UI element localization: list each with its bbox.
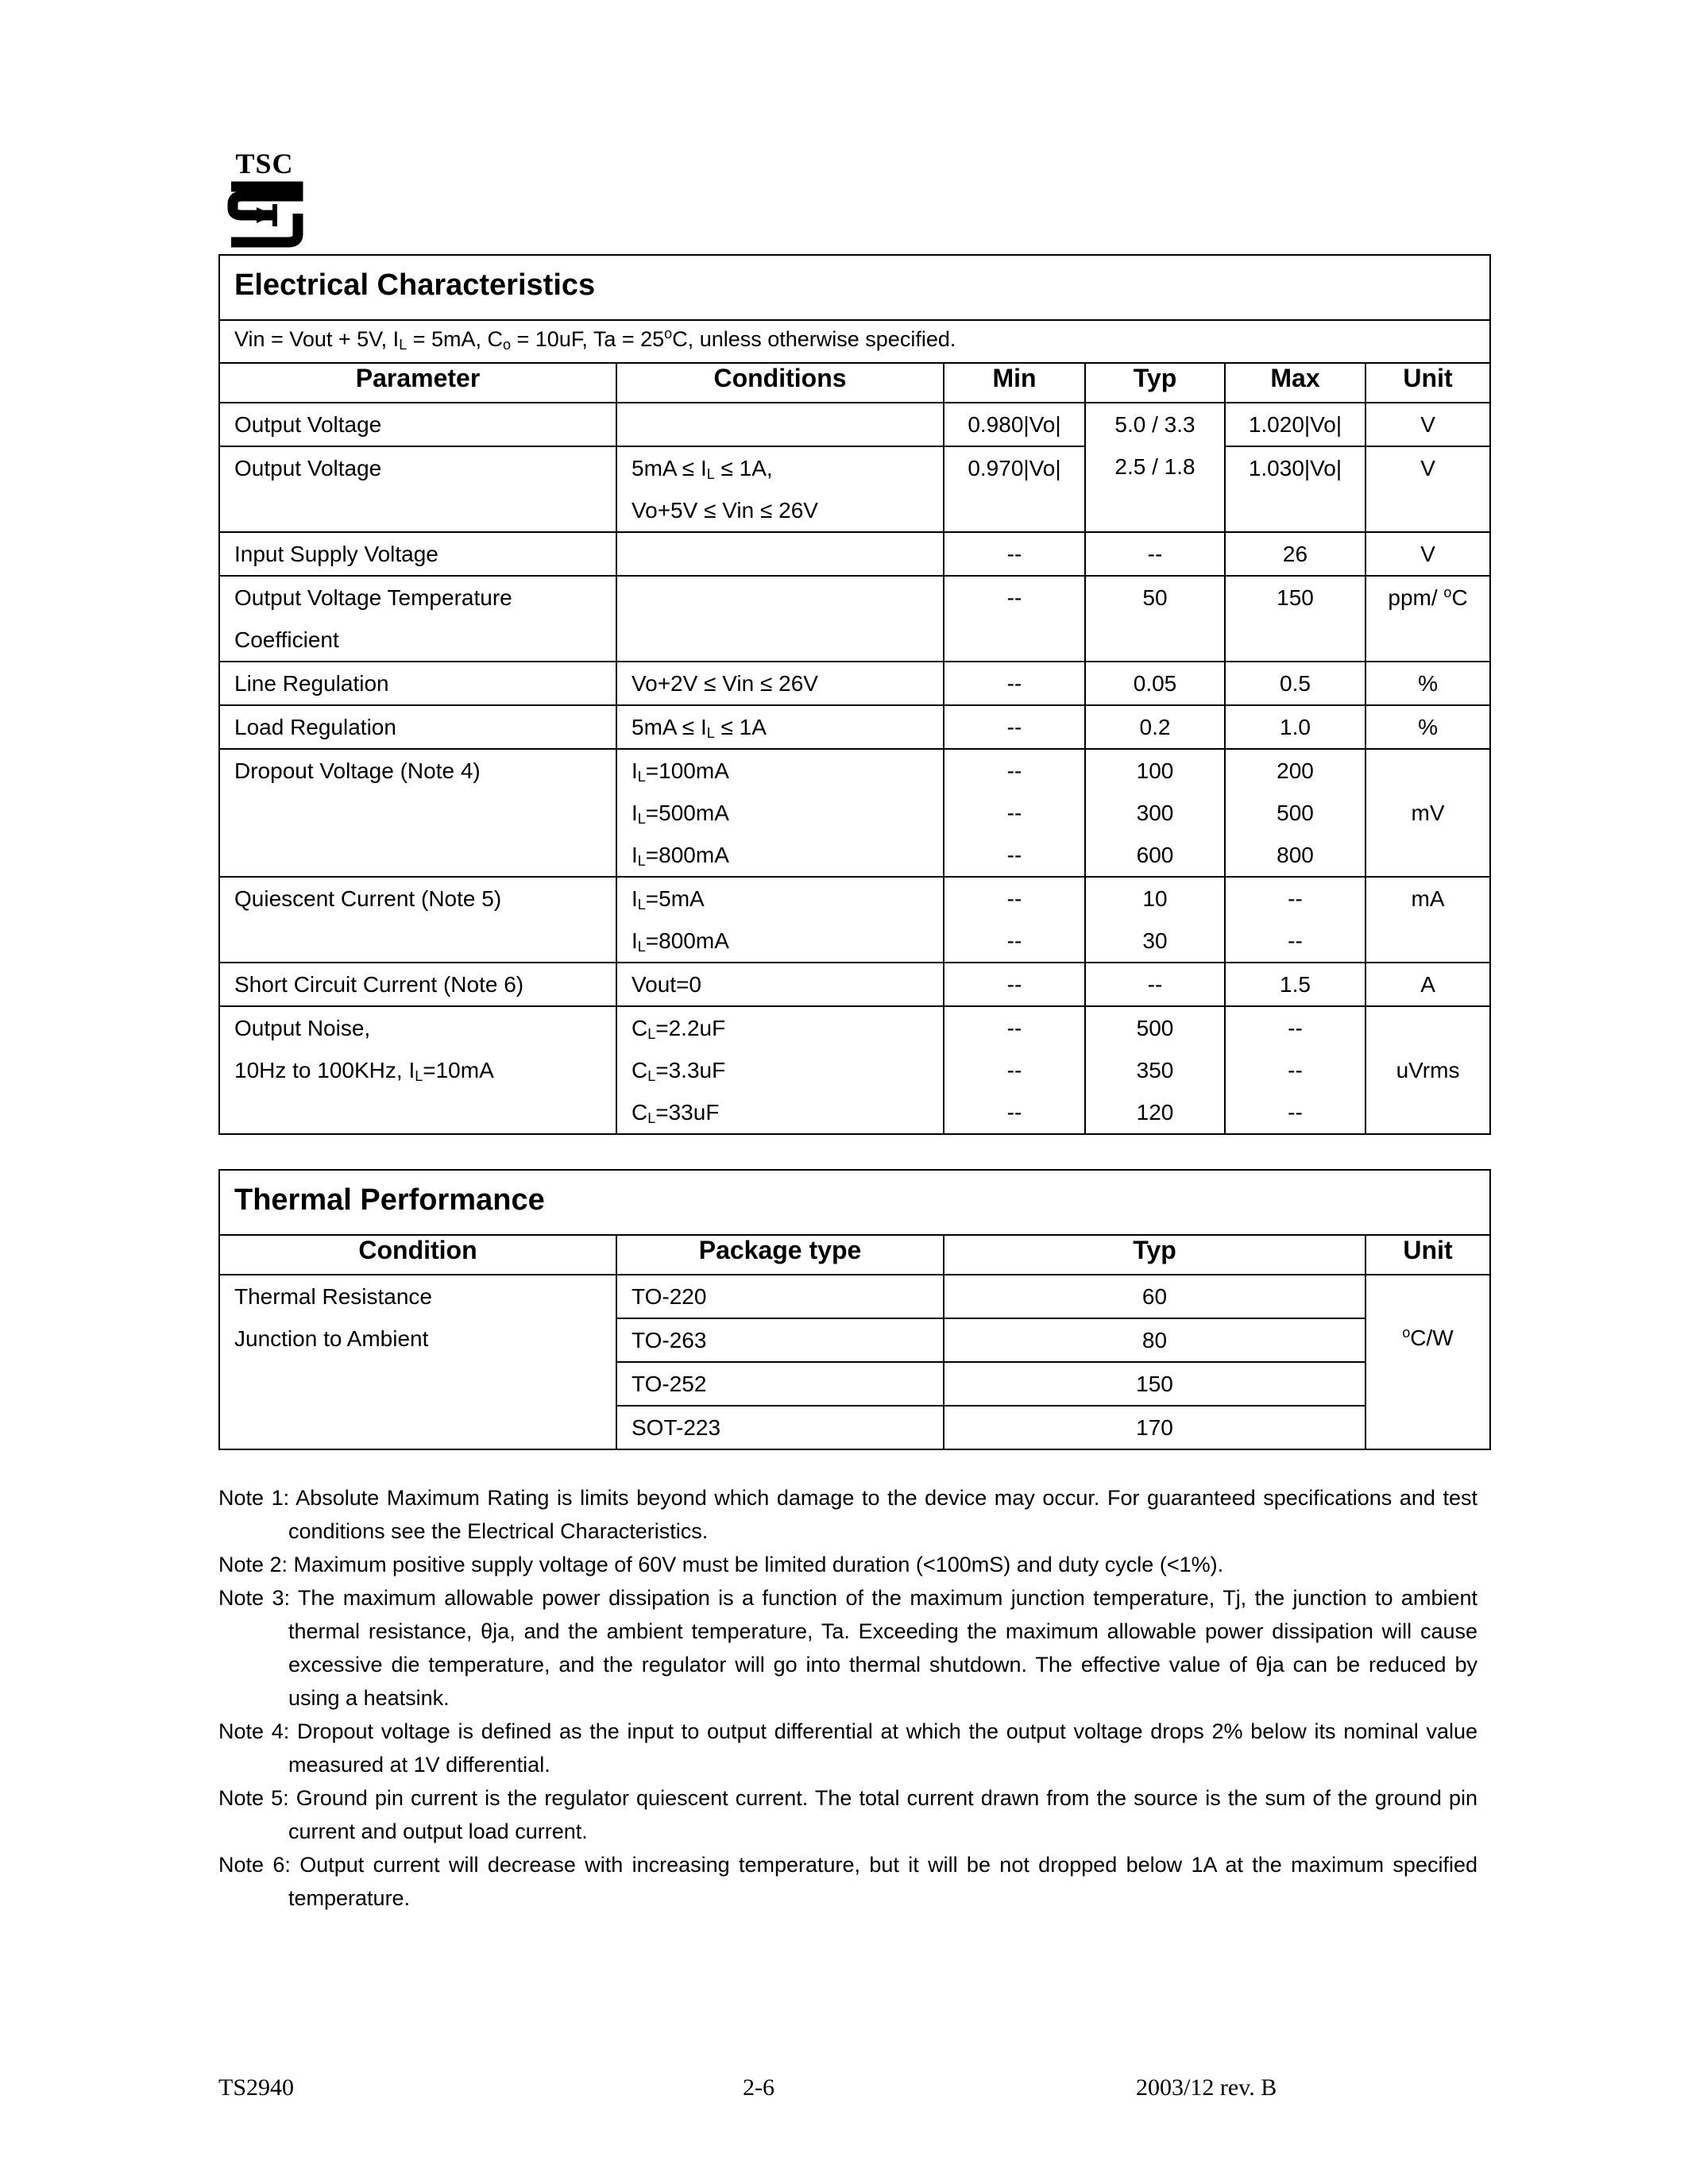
max-cell: 500 bbox=[1277, 801, 1314, 825]
min-cell: -- bbox=[1006, 1058, 1022, 1082]
param-cell: Output Voltage bbox=[234, 456, 382, 480]
note-2: Note 2: Maximum positive supply voltage of 60V must be limited duration (<100mS) and duty cycle (<1%). bbox=[218, 1553, 1224, 1576]
electrical-characteristics-table bbox=[218, 254, 1491, 1135]
footer-revision: 2003/12 rev. B bbox=[1136, 2074, 1277, 2101]
min-cell: 0.980|Vo| bbox=[968, 412, 1061, 437]
thermal-performance-table bbox=[218, 1169, 1491, 1450]
param-cell: Line Regulation bbox=[234, 671, 389, 696]
param-cell: Input Supply Voltage bbox=[234, 542, 438, 566]
cond-cell: $5mA \le I_L \le 1A$ bbox=[632, 715, 767, 741]
min-cell: -- bbox=[1006, 843, 1022, 867]
param-cell: 10Hz to 100KHz, $I_L=10mA$ bbox=[234, 1058, 494, 1084]
unit-cell: ppm/ $^o$C bbox=[1388, 585, 1468, 610]
cond-cell: $I_L=800mA$ bbox=[632, 843, 729, 869]
col-header-min: Min bbox=[944, 363, 1085, 403]
header-row bbox=[219, 1235, 1490, 1275]
min-cell: 0.970|Vo| bbox=[968, 456, 1061, 480]
max-cell: -- bbox=[1288, 1100, 1303, 1125]
unit-cell: A bbox=[1420, 972, 1435, 997]
typ-cell: 120 bbox=[1136, 1100, 1174, 1125]
cond-cell: Vo+2V ≤ Vin ≤ 26V bbox=[632, 671, 818, 696]
max-cell: -- bbox=[1288, 928, 1303, 953]
cond-cell: Vo+5V ≤ Vin ≤ 26V bbox=[632, 498, 818, 523]
cond-cell: $C_L=3.3uF$ bbox=[632, 1058, 726, 1084]
table-row bbox=[219, 576, 1490, 662]
max-cell: 1.0 bbox=[1280, 715, 1311, 739]
package-cell: SOT-223 bbox=[632, 1415, 721, 1440]
min-cell: -- bbox=[1006, 801, 1022, 825]
typ-cell: 170 bbox=[1136, 1415, 1173, 1440]
typ-cell: 150 bbox=[1136, 1372, 1173, 1396]
table-row bbox=[219, 877, 1490, 963]
max-cell: -- bbox=[1288, 886, 1303, 911]
param-cell: Coefficient bbox=[234, 627, 339, 652]
max-cell: 1.020|Vo| bbox=[1248, 412, 1342, 437]
param-cell: Output Voltage Temperature bbox=[234, 585, 512, 610]
table-row bbox=[219, 532, 1490, 576]
typ-cell: 60 bbox=[1141, 1284, 1168, 1309]
min-cell: -- bbox=[1006, 1016, 1022, 1040]
thermal-title: Thermal Performance bbox=[219, 1170, 1490, 1235]
min-cell: -- bbox=[1006, 585, 1022, 610]
typ-cell: 50 bbox=[1142, 585, 1168, 610]
col-header-unit: Unit bbox=[1365, 1235, 1490, 1275]
note-4: Note 4: Dropout voltage is defined as the input to output differential at which the output voltage drops 2% below its nominal value measured at 1V differential. bbox=[218, 1719, 1477, 1777]
typ-cell: 80 bbox=[1141, 1328, 1168, 1352]
package-cell: TO-263 bbox=[632, 1328, 707, 1352]
typ-cell: 2.5 / 1.8 bbox=[1114, 454, 1196, 479]
footer-part-number: TS2940 bbox=[218, 2074, 295, 2101]
table-row bbox=[219, 403, 1490, 446]
cond-cell: $5mA \le I_L \le 1A$, bbox=[632, 456, 773, 482]
company-logo bbox=[225, 147, 312, 250]
max-cell: 26 bbox=[1282, 542, 1308, 566]
note-1: Note 1: Absolute Maximum Rating is limits beyond which damage to the device may occur. For guaranteed specifications and test conditions see the Electrical Characteristics. bbox=[218, 1486, 1477, 1543]
unit-cell: V bbox=[1420, 542, 1435, 566]
typ-cell: 5.0 / 3.3 bbox=[1114, 412, 1196, 437]
col-header-conditions: Conditions bbox=[616, 363, 944, 403]
cond-cell: $I_L=800mA$ bbox=[632, 928, 729, 955]
min-cell: -- bbox=[1006, 928, 1022, 953]
col-header-parameter: Parameter bbox=[219, 363, 616, 403]
param-cell: Output Voltage bbox=[234, 412, 382, 437]
typ-cell: 100 bbox=[1136, 758, 1174, 783]
logo-text: TSC bbox=[235, 148, 294, 179]
table-row bbox=[219, 963, 1490, 1006]
max-cell: 0.5 bbox=[1280, 671, 1311, 696]
unit-cell: uVrms bbox=[1396, 1058, 1460, 1082]
typ-cell: -- bbox=[1147, 972, 1163, 997]
typ-cell: 0.05 bbox=[1133, 671, 1177, 696]
col-header-typ: Typ bbox=[1085, 363, 1225, 403]
typ-cell: -- bbox=[1147, 542, 1163, 566]
note-6: Note 6: Output current will decrease with increasing temperature, but it will be not dropped below 1A at the maximum specified temperature. bbox=[218, 1853, 1477, 1910]
typ-cell: 10 bbox=[1142, 886, 1168, 911]
table-row bbox=[219, 662, 1490, 705]
min-cell: -- bbox=[1006, 972, 1022, 997]
footer-page-number: 2-6 bbox=[743, 2074, 774, 2101]
max-cell: -- bbox=[1288, 1016, 1303, 1040]
unit-cell: V bbox=[1420, 456, 1435, 480]
param-cell: Output Noise, bbox=[234, 1016, 371, 1040]
package-cell: TO-252 bbox=[632, 1372, 707, 1396]
param-cell: Short Circuit Current (Note 6) bbox=[234, 972, 524, 997]
param-cell: Quiescent Current (Note 5) bbox=[234, 886, 502, 911]
electrical-title: Electrical Characteristics bbox=[219, 255, 1490, 320]
cond-cell: $I_L=5mA$ bbox=[632, 886, 705, 913]
col-header-package-type: Package type bbox=[616, 1235, 944, 1275]
condition-cell: Thermal Resistance bbox=[234, 1284, 432, 1309]
min-cell: -- bbox=[1006, 1100, 1022, 1125]
cond-cell: $I_L=500mA$ bbox=[632, 801, 729, 827]
max-cell: -- bbox=[1288, 1058, 1303, 1082]
col-header-condition: Condition bbox=[219, 1235, 616, 1275]
table-row bbox=[219, 1275, 1490, 1318]
param-cell: Dropout Voltage (Note 4) bbox=[234, 758, 481, 783]
max-cell: 800 bbox=[1277, 843, 1314, 867]
tsc-logo-icon bbox=[225, 179, 304, 250]
max-cell: 150 bbox=[1277, 585, 1314, 610]
cond-cell: $C_L=2.2uF$ bbox=[632, 1016, 726, 1042]
unit-cell: mV bbox=[1411, 801, 1445, 825]
cond-cell: $I_L=100mA$ bbox=[632, 758, 729, 785]
header-row bbox=[219, 363, 1490, 403]
condition-cell: Junction to Ambient bbox=[234, 1326, 429, 1351]
unit-cell: % bbox=[1418, 715, 1438, 739]
max-cell: 1.5 bbox=[1280, 972, 1311, 997]
note-5: Note 5: Ground pin current is the regulator quiescent current. The total current drawn from the source is the sum of the ground pin current and output load current. bbox=[218, 1786, 1477, 1843]
max-cell: 1.030|Vo| bbox=[1248, 456, 1342, 480]
table-row bbox=[219, 446, 1490, 532]
col-header-typ: Typ bbox=[944, 1235, 1365, 1275]
min-cell: -- bbox=[1006, 758, 1022, 783]
unit-cell: V bbox=[1420, 412, 1435, 437]
unit-cell: mA bbox=[1411, 886, 1445, 911]
test-conditions-note: Vin = Vout + 5V, $I_L = 5mA$, $C_o = 10uF$, $Ta = 25^oC$, unless otherwise specified. bbox=[219, 320, 1490, 363]
param-cell: Load Regulation bbox=[234, 715, 396, 739]
max-cell: 200 bbox=[1277, 758, 1314, 783]
typ-cell: 500 bbox=[1136, 1016, 1174, 1040]
min-cell: -- bbox=[1006, 715, 1022, 739]
typ-cell: 300 bbox=[1136, 801, 1174, 825]
min-cell: -- bbox=[1006, 542, 1022, 566]
min-cell: -- bbox=[1006, 671, 1022, 696]
typ-cell: 0.2 bbox=[1139, 715, 1171, 739]
unit-cell: $^o$C/W bbox=[1402, 1325, 1454, 1350]
min-cell: -- bbox=[1006, 886, 1022, 911]
package-cell: TO-220 bbox=[632, 1284, 707, 1309]
typ-cell: 600 bbox=[1136, 843, 1174, 867]
cond-cell: Vout=0 bbox=[632, 972, 701, 997]
notes-section bbox=[218, 1481, 1477, 1915]
table-row bbox=[219, 705, 1490, 749]
typ-cell: 30 bbox=[1142, 928, 1168, 953]
cond-cell: $C_L=33uF$ bbox=[632, 1100, 720, 1126]
unit-cell: % bbox=[1418, 671, 1438, 696]
typ-cell: 350 bbox=[1136, 1058, 1174, 1082]
note-3: Note 3: The maximum allowable power dissipation is a function of the maximum junction temperature, Tj, the junction to ambient thermal resistance, θja, and the ambient temperature, Ta. Exceeding the maximum allowable power dissipation will cause excessive die temperature, and the regulator will go into thermal shutdown. The effective value of θja can be reduced by using a heatsink. bbox=[218, 1586, 1477, 1710]
table-row bbox=[219, 749, 1490, 877]
col-header-max: Max bbox=[1225, 363, 1365, 403]
table-row bbox=[219, 1006, 1490, 1134]
col-header-unit: Unit bbox=[1365, 363, 1490, 403]
